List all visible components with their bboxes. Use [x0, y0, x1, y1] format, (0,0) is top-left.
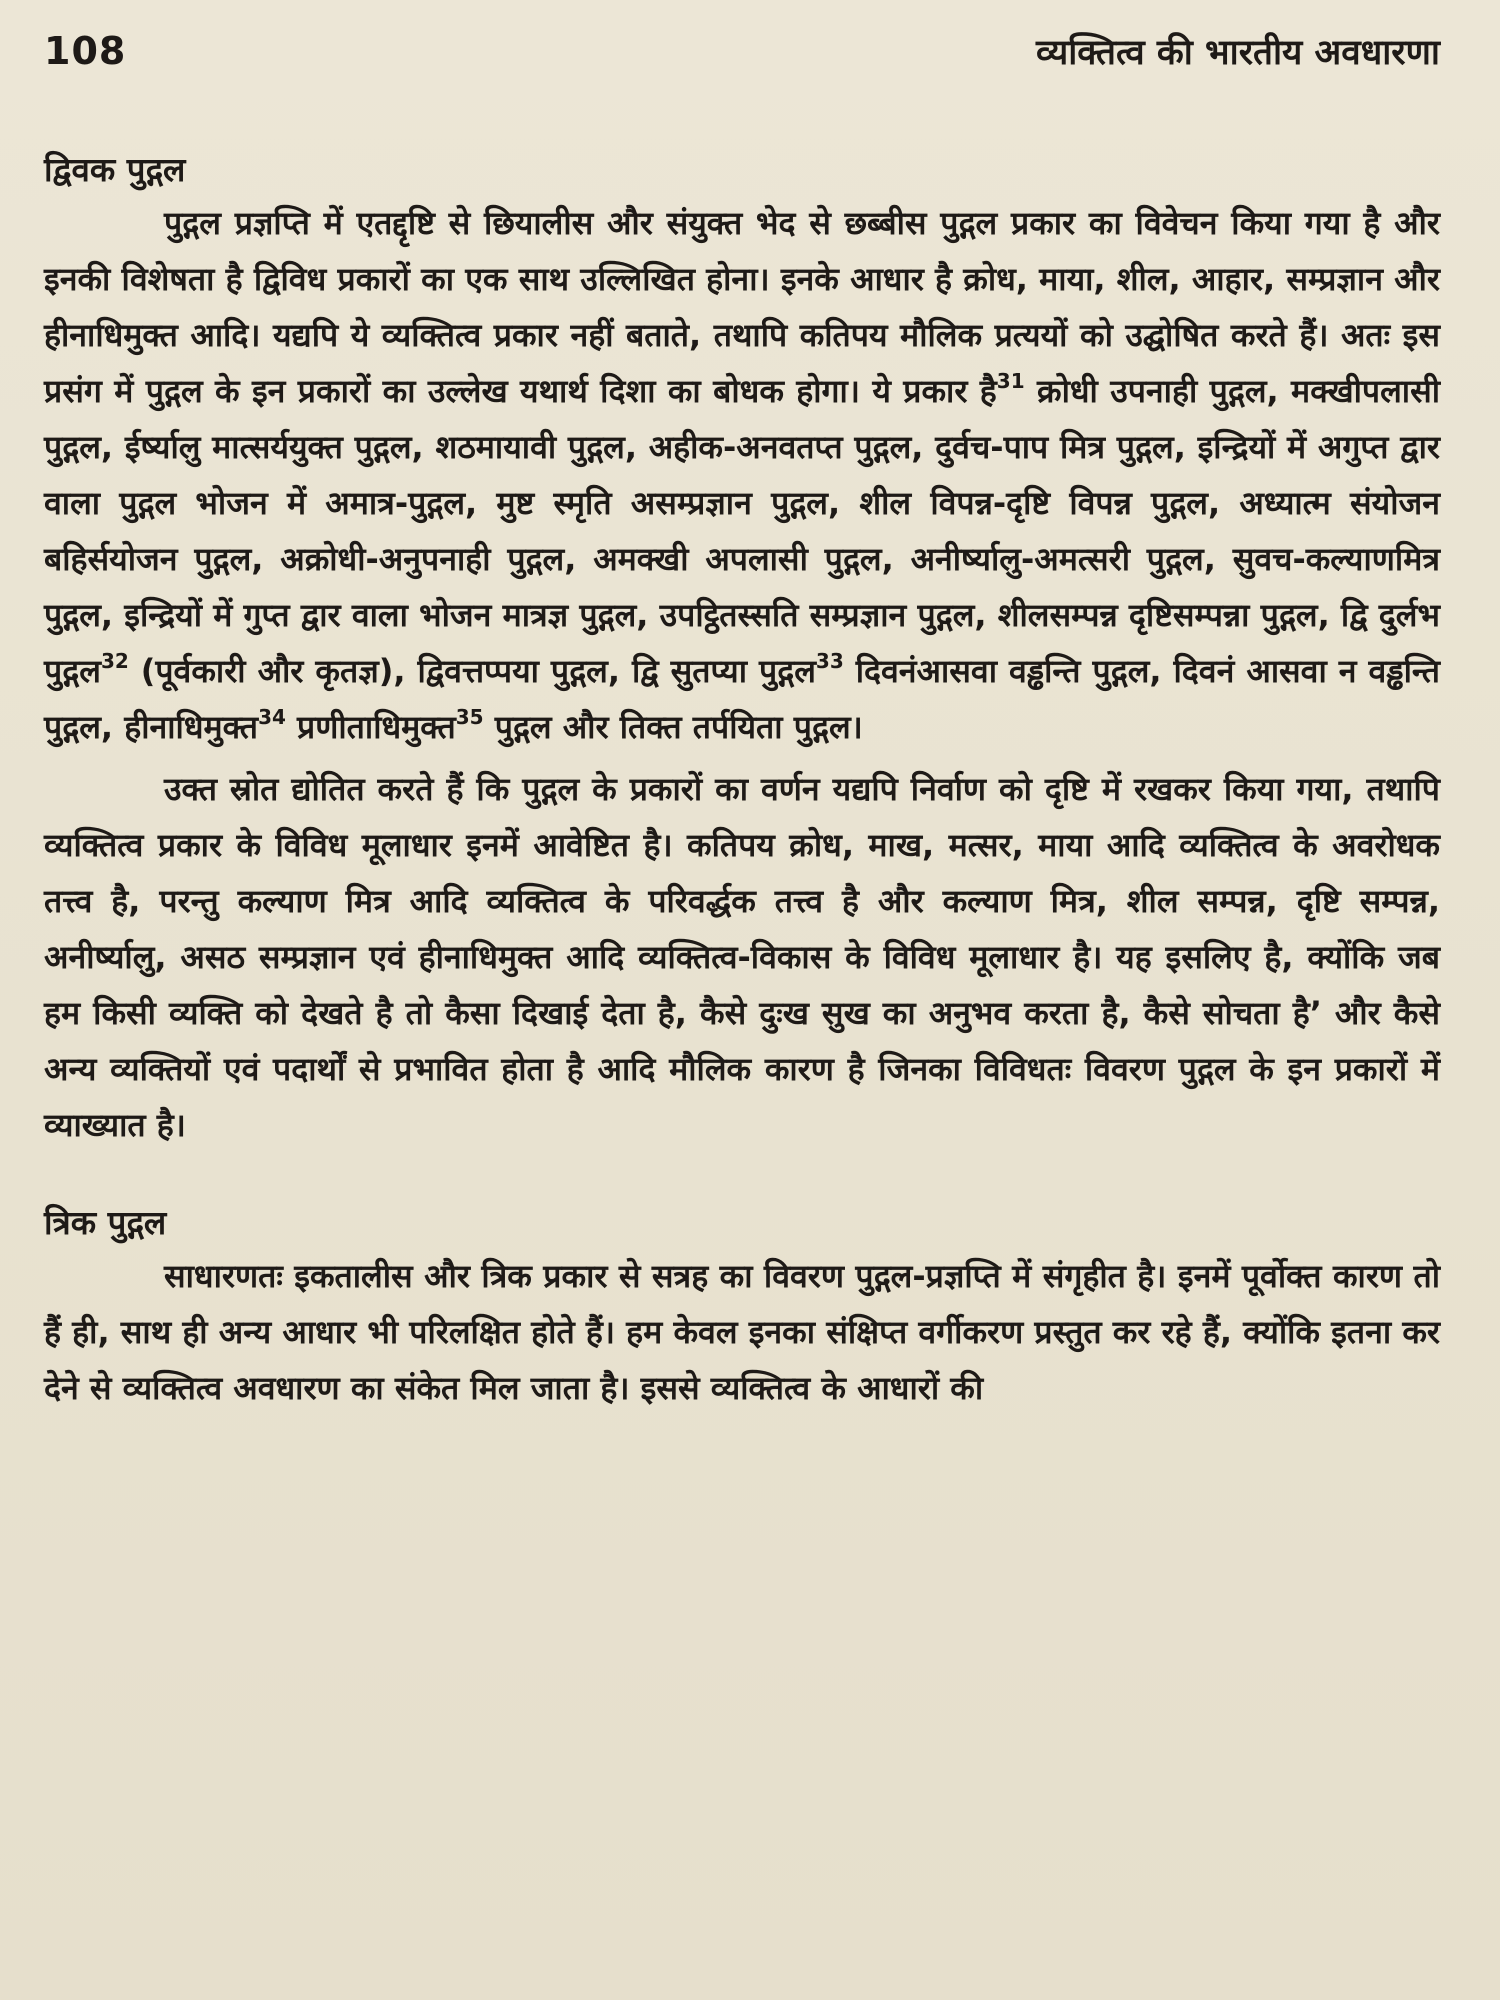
paragraph-pudgal-types	[44, 195, 1440, 755]
footnote-ref-31: 31	[996, 369, 1025, 393]
footnote-ref-35: 35	[455, 705, 484, 729]
paragraph-text: दिवनंआसवा वड्ढन्ति पुद्गल, दिवनं आसवा न वड्ढन्ति पुद्गल, हीनाधिमुक्त	[44, 652, 1440, 746]
running-title: व्यक्तित्व की भारतीय अवधारणा	[1035, 33, 1440, 73]
paragraph-text: क्रोधी उपनाही पुद्गल, मक्खीपलासी पुद्गल, ईर्ष्यालु मात्सर्ययुक्त पुद्गल, शठमायावी पुद्गल, अहीक-अनवतप्त पुद्गल, दुर्वच-पाप मित्र पुद्गल, इन्द्रियों में अगुप्त द्वार वाला पुद्गल भोजन में अमात्र-पुद्गल, मुष्ट स्मृति असम्प्रज्ञान पुद्गल, शील विपन्न-दृष्टि विपन्न पुद्गल, अध्यात्म संयोजन बहिर्सयोजन पुद्गल, अक्रोधी-अनुपनाही पुद्गल, अमक्खी अपलासी पुद्गल, अनीर्ष्यालु-अमत्सरी पुद्गल, सुवच-कल्याणमित्र पुद्गल, इन्द्रियों में गुप्त द्वार वाला भोजन मात्रज्ञ पुद्गल, उपट्ठितस्सति सम्प्रज्ञान पुद्गल, शीलसम्पन्न दृष्टिसम्पन्ना पुद्गल, द्वि दुर्लभ पुद्गल	[44, 372, 1440, 690]
paragraph-text: पुद्गल और तिक्त तर्पयिता पुद्गल।	[483, 708, 863, 746]
page-header	[44, 28, 1440, 90]
section-heading-trik-pudgal: त्रिक पुद्गल	[44, 1203, 167, 1242]
page-number: 108	[44, 29, 127, 73]
paragraph-trik-pudgal: साधारणतः इकतालीस और त्रिक प्रकार से सत्रह का विवरण पुद्गल-प्रज्ञप्ति में संगृहीत है। इनमें पूर्वोक्त कारण तो हैं ही, साथ ही अन्य आधार भी परिलक्षित होते हैं। हम केवल इनका संक्षिप्त वर्गीकरण प्रस्तुत कर रहे हैं, क्योंकि इतना कर देने से व्यक्तित्व अवधारण का संकेत मिल जाता है। इससे व्यक्तित्व के आधारों की	[44, 1257, 1440, 1407]
paragraph-text: (पूर्वकारी और कृतज्ञ), द्विवत्तप्पया पुद्गल, द्वि सुतप्या पुद्गल	[128, 652, 816, 690]
footnote-ref-32: 32	[100, 649, 129, 673]
footnote-ref-34: 34	[258, 705, 286, 729]
footnote-ref-33: 33	[815, 649, 844, 673]
section-heading-dvivak-pudgal: द्विवक पुद्गल	[44, 150, 186, 189]
paragraph-sources: उक्त स्रोत द्योतित करते हैं कि पुद्गल के प्रकारों का वर्णन यद्यपि निर्वाण को दृष्टि में रखकर किया गया, तथापि व्यक्तित्व प्रकार के विविध मूलाधार इनमें आवेष्टित है। कतिपय क्रोध, माख, मत्सर, माया आदि व्यक्तित्व के अवरोधक तत्त्व है, परन्तु कल्याण मित्र आदि व्यक्तित्व के परिवर्द्धक तत्त्व है और कल्याण मित्र, शील सम्पन्न, दृष्टि सम्पन्न, अनीर्ष्यालु, असठ सम्प्रज्ञान एवं हीनाधिमुक्त आदि व्यक्तित्व-विकास के विविध मूलाधार है। यह इसलिए है, क्योंकि जब हम किसी व्यक्ति को देखते है तो कैसा दिखाई देता है, कैसे दुःख सुख का अनुभव करता है, कैसे सोचता है’ और कैसे अन्य व्यक्तियों एवं पदार्थों से प्रभावित होता है आदि मौलिक कारण है जिनका विविधतः विवरण पुद्गल के इन प्रकारों में व्याख्यात है।	[44, 770, 1440, 1144]
paragraph-text: पुद्गल प्रज्ञप्ति में एतद्दृष्टि से छियालीस और संयुक्त भेद से छब्बीस पुद्गल प्रकार का विवेचन किया गया है और इनकी विशेषता है द्विविध प्रकारों का एक साथ उल्लिखित होना। इनके आधार है क्रोध, माया, शील, आहार, सम्प्रज्ञान और हीनाधिमुक्त आदि। यद्यपि ये व्यक्तित्व प्रकार नहीं बताते, तथापि कतिपय मौलिक प्रत्ययों को उद्घोषित करते हैं। अतः इस प्रसंग में पुद्गल के इन प्रकारों का उल्लेख यथार्थ दिशा का बोधक होगा। ये प्रकार है	[44, 204, 1440, 410]
paragraph-text: प्रणीताधिमुक्त	[285, 708, 456, 746]
